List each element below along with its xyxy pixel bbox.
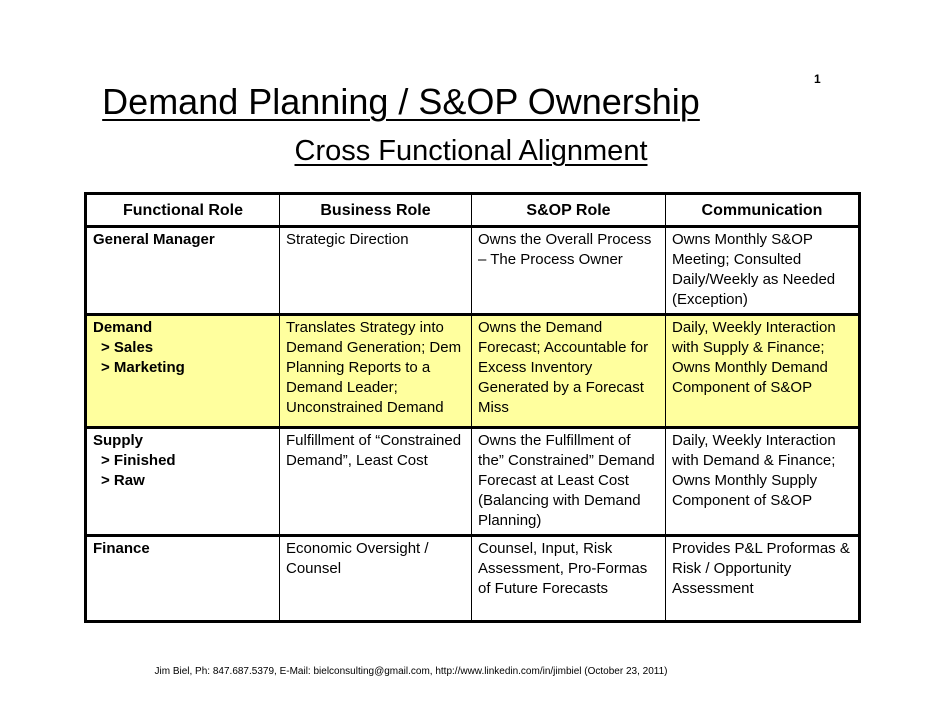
cell-functional-role: [86, 536, 280, 622]
role-name: General Manager: [93, 231, 215, 248]
page-number: 1: [814, 72, 821, 86]
header-functional-role: Functional Role: [86, 194, 280, 227]
header-sop-role: S&OP Role: [472, 194, 666, 227]
ownership-table: [84, 192, 861, 623]
cell-functional-role: [86, 227, 280, 315]
page-title-text: Demand Planning / S&OP Ownership: [102, 81, 700, 122]
cell-communication: Daily, Weekly Interaction with Demand & Finance; Owns Monthly Supply Component of S&OP: [666, 428, 860, 536]
header-communication: Communication: [666, 194, 860, 227]
cell-communication: Daily, Weekly Interaction with Supply & Finance; Owns Monthly Demand Component of S&OP: [666, 315, 860, 428]
cell-sop-role: Owns the Overall Process – The Process Owner: [472, 227, 666, 315]
cell-sop-role: Counsel, Input, Risk Assessment, Pro-Formas of Future Forecasts: [472, 536, 666, 622]
page-subtitle-text: Cross Functional Alignment: [294, 135, 648, 167]
cell-sop-role: Owns the Demand Forecast; Accountable for Excess Inventory Generated by a Forecast Miss: [472, 315, 666, 428]
subrole-finished: > Finished: [101, 452, 176, 469]
page-subtitle: [0, 134, 942, 168]
cell-communication: Provides P&L Proformas & Risk / Opportunity Assessment: [666, 536, 860, 622]
role-name: Supply: [93, 432, 144, 449]
role-name: Finance: [93, 540, 150, 557]
subrole-sales: > Sales: [101, 339, 154, 356]
header-business-role: Business Role: [280, 194, 472, 227]
cell-functional-role: [86, 428, 280, 536]
table-row-supply: [86, 428, 860, 536]
cell-business-role: Fulfillment of “Constrained Demand”, Least Cost: [280, 428, 472, 536]
footer-contact: Jim Biel, Ph: 847.687.5379, E-Mail: bielconsulting@gmail.com, http://www.linkedin.com/in/jimbiel (October 23, 2011): [154, 666, 668, 677]
table-row-general-manager: [86, 227, 860, 315]
table-header-row: [86, 194, 860, 227]
cell-business-role: Strategic Direction: [280, 227, 472, 315]
cell-functional-role: [86, 315, 280, 428]
subrole-raw: > Raw: [101, 472, 145, 489]
table-row-finance: [86, 536, 860, 622]
cell-business-role: Translates Strategy into Demand Generation; Dem Planning Reports to a Demand Leader; Unconstrained Demand: [280, 315, 472, 428]
cell-business-role: Economic Oversight / Counsel: [280, 536, 472, 622]
cell-sop-role: Owns the Fulfillment of the” Constrained” Demand Forecast at Least Cost (Balancing with Demand Planning): [472, 428, 666, 536]
role-name: Demand: [93, 319, 153, 336]
cell-communication: Owns Monthly S&OP Meeting; Consulted Daily/Weekly as Needed (Exception): [666, 227, 860, 315]
page-title: [0, 80, 872, 124]
table-row-demand: [86, 315, 860, 428]
subrole-marketing: > Marketing: [101, 359, 185, 376]
